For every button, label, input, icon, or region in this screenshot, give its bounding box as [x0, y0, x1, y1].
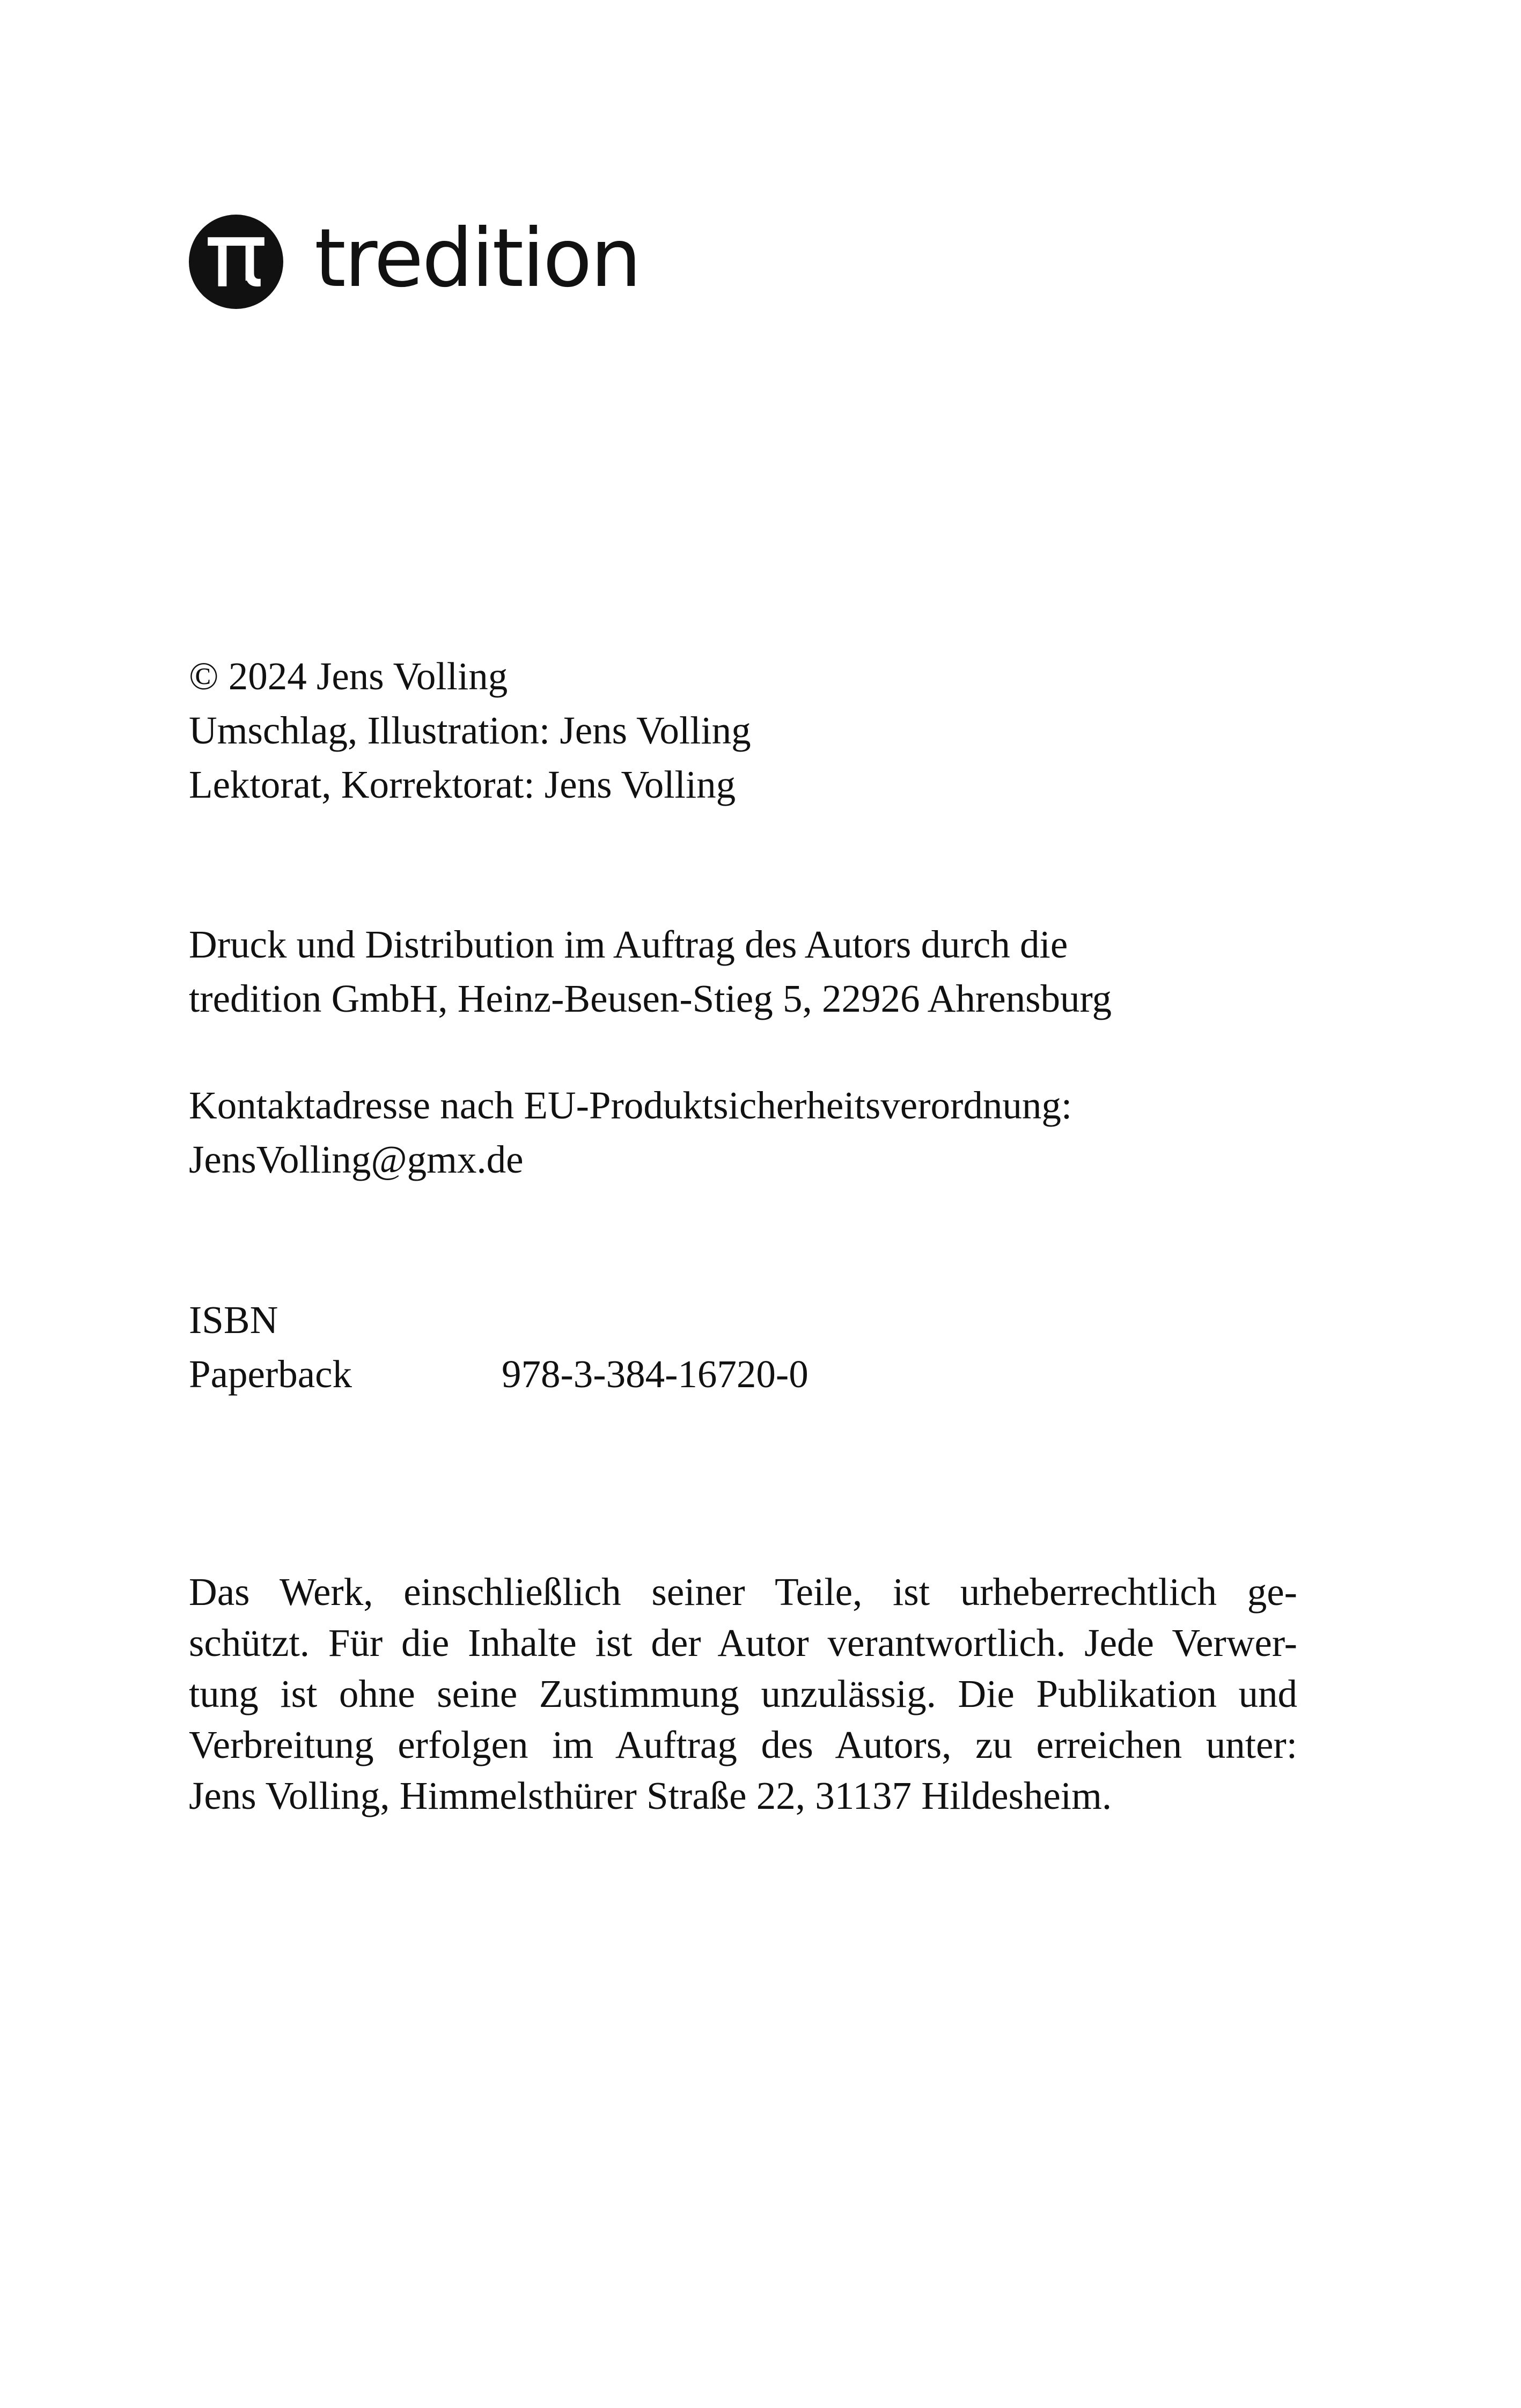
isbn-number: 978-3-384-16720-0 — [502, 1352, 809, 1396]
isbn-format-label: Paperback — [189, 1352, 352, 1396]
print-distribution-block — [189, 917, 1112, 1026]
credits-block — [189, 649, 751, 812]
print-line-1: Druck und Distribution im Auftrag des Autors durch die — [189, 923, 1068, 966]
isbn-block — [189, 1293, 809, 1401]
publisher-logo — [189, 213, 640, 310]
print-line-2: tredition GmbH, Heinz-Beusen-Stieg 5, 22926 Ahrensburg — [189, 977, 1112, 1020]
isbn-heading: ISBN — [189, 1298, 278, 1342]
contact-email: JensVolling@gmx.de — [189, 1138, 524, 1181]
legal-line: Das Werk, einschließlich seiner Teile, ist urheberrechtlich ge- — [189, 1570, 1297, 1614]
legal-line: Verbreitung erfolgen im Auftrag des Autors, zu erreichen unter: — [189, 1723, 1297, 1766]
editing-credit-line: Lektorat, Korrektorat: Jens Volling — [189, 763, 736, 806]
brand-name: tredition — [314, 212, 640, 305]
contact-block — [189, 1078, 1072, 1187]
contact-label: Kontaktadresse nach EU-Produktsicherheitsverordnung: — [189, 1084, 1072, 1127]
legal-line: schützt. Für die Inhalte ist der Autor verantwortlich. Jede Verwer- — [189, 1621, 1297, 1665]
legal-line: tung ist ohne seine Zustimmung unzulässig. Die Publikation und — [189, 1672, 1297, 1715]
tredition-logo-icon — [189, 215, 283, 309]
legal-line: Jens Volling, Himmelsthürer Straße 22, 31137 Hildesheim. — [189, 1774, 1112, 1817]
copyright-line: © 2024 Jens Volling — [189, 654, 508, 698]
cover-credit-line: Umschlag, Illustration: Jens Volling — [189, 709, 751, 752]
legal-notice — [189, 1566, 1297, 1821]
isbn-row — [189, 1347, 809, 1401]
